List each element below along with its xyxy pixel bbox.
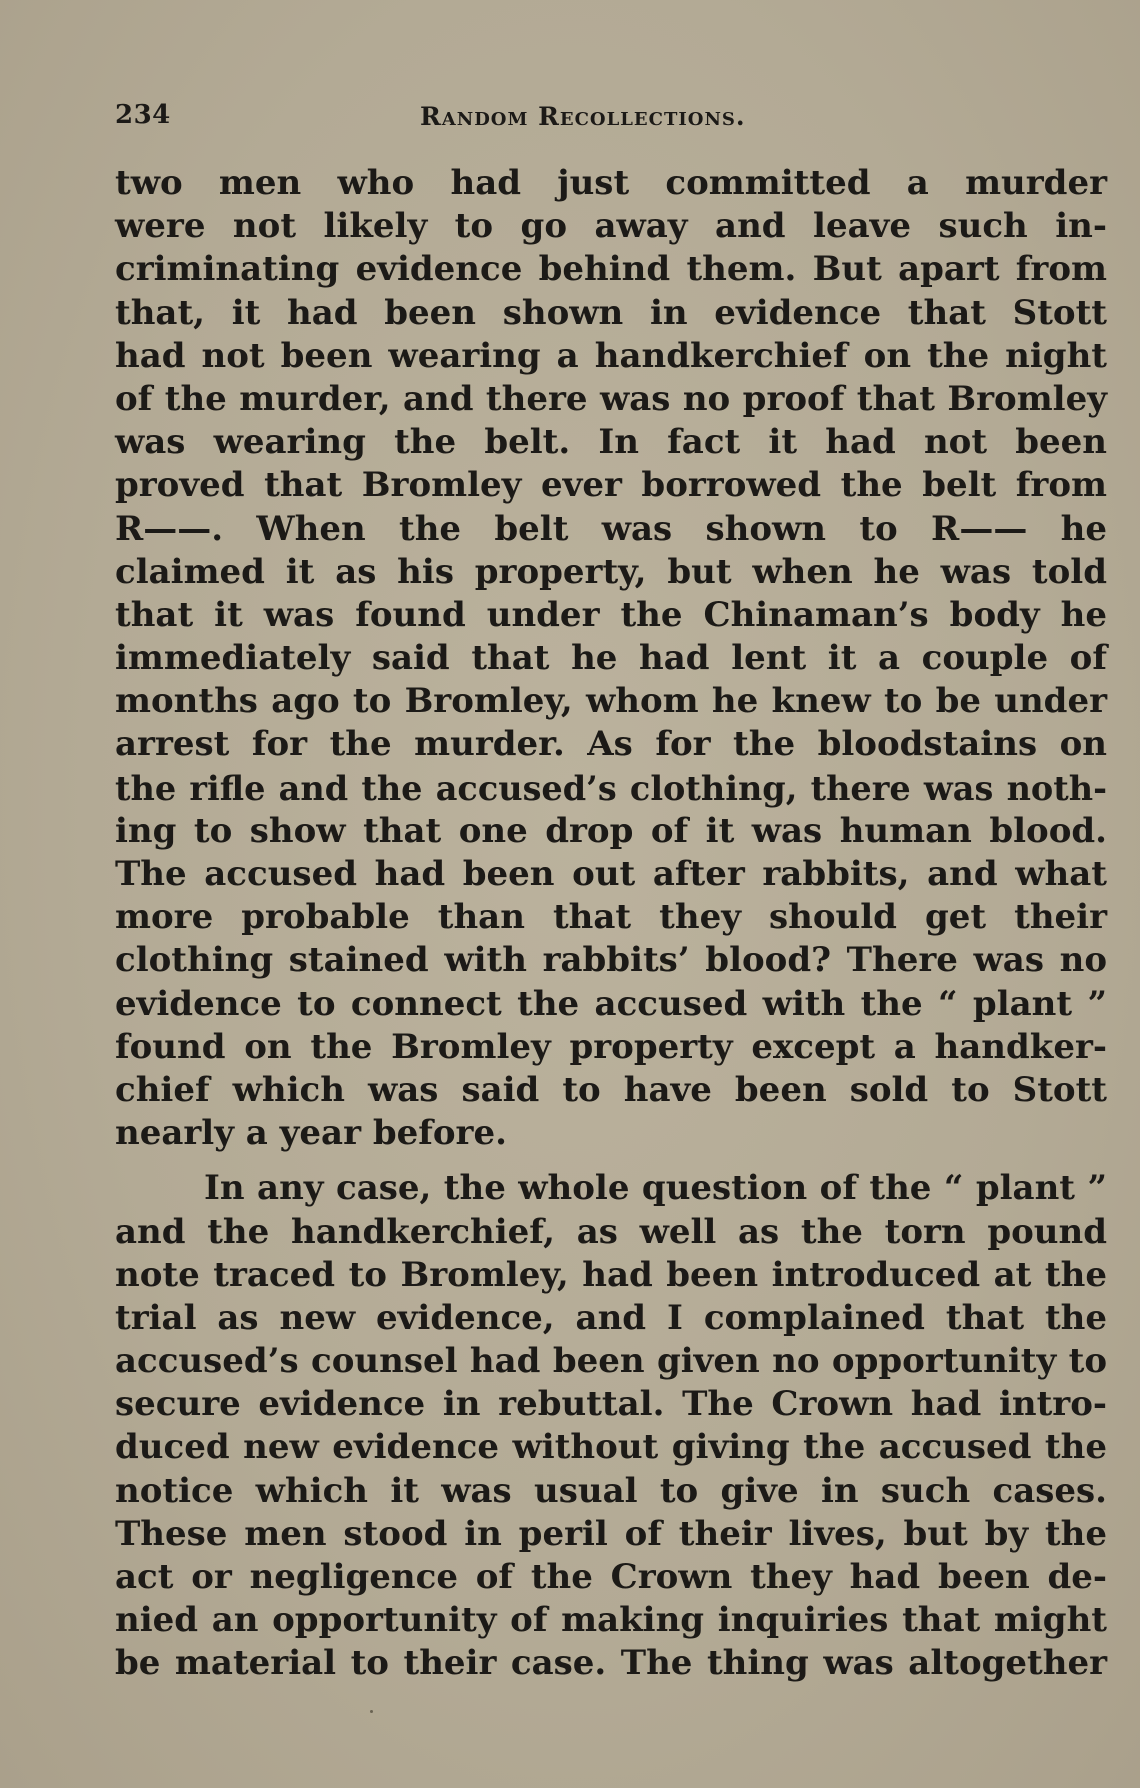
text-line: more probable than that they should get their: [115, 897, 1107, 938]
running-head: Random Recollections.: [420, 102, 746, 131]
text-line: found on the Bromley property except a handker-: [115, 1026, 1107, 1067]
text-line: months ago to Bromley, whom he knew to be under: [115, 681, 1107, 722]
text-line: of the murder, and there was no proof that Bromley: [115, 378, 1107, 419]
text-line: immediately said that he had lent it a couple of: [115, 638, 1107, 679]
text-line: the rifle and the accused’s clothing, there was noth-: [115, 768, 1107, 808]
text-line: The accused had been out after rabbits, and what: [115, 854, 1107, 894]
text-line: duced new evidence without giving the accused the: [115, 1427, 1107, 1468]
text-line: clothing stained with rabbits’ blood? There was no: [115, 940, 1107, 981]
text-line: that, it had been shown in evidence that Stott: [115, 292, 1107, 333]
text-line: ing to show that one drop of it was human blood.: [115, 810, 1107, 851]
text-line: had not been wearing a handkerchief on the night: [115, 335, 1107, 376]
text-line: two men who had just committed a murder: [115, 163, 1107, 203]
text-line: was wearing the belt. In fact it had not been: [115, 422, 1107, 463]
text-line: act or negligence of the Crown they had been de-: [115, 1557, 1107, 1597]
text-line: be material to their case. The thing was altogether: [115, 1643, 1107, 1684]
text-line: nearly a year before.: [115, 1113, 507, 1154]
text-line: notice which it was usual to give in such cases.: [115, 1470, 1107, 1511]
text-line: chief which was said to have been sold to Stott: [115, 1069, 1107, 1110]
paragraph-gap: [115, 1155, 1107, 1167]
text-line: and the handkerchief, as well as the torn pound: [115, 1211, 1107, 1252]
text-line: secure evidence in rebuttal. The Crown had intro-: [115, 1384, 1107, 1425]
text-line: claimed it as his property, but when he was told: [115, 551, 1107, 592]
paragraph-2: [115, 1167, 1107, 1685]
text-line: proved that Bromley ever borrowed the belt from: [115, 465, 1107, 506]
text-line: These men stood in peril of their lives, but by the: [115, 1513, 1107, 1554]
page-number: 234: [115, 100, 171, 130]
text-line: criminating evidence behind them. But apart from: [115, 249, 1107, 290]
paragraph-1: [115, 162, 1107, 1155]
page-header: [115, 100, 1110, 136]
text-line: accused’s counsel had been given no opportunity to: [115, 1341, 1107, 1382]
text-line: that it was found under the Chinaman’s body he: [115, 594, 1107, 635]
text-line: trial as new evidence, and I complained that the: [115, 1297, 1107, 1338]
text-line: R——. When the belt was shown to R—— he: [115, 508, 1107, 549]
text-line: arrest for the murder. As for the bloodstains on: [115, 724, 1107, 765]
paper-speck: [370, 1710, 373, 1713]
body-text: [115, 162, 1107, 1686]
text-line: were not likely to go away and leave such in-: [115, 206, 1107, 247]
text-line: evidence to connect the accused with the “ plant ”: [115, 983, 1107, 1024]
text-line: nied an opportunity of making inquiries that might: [115, 1600, 1107, 1641]
text-line: In any case, the whole question of the “ plant ”: [204, 1168, 1107, 1209]
text-line: note traced to Bromley, had been introduced at the: [115, 1254, 1107, 1295]
